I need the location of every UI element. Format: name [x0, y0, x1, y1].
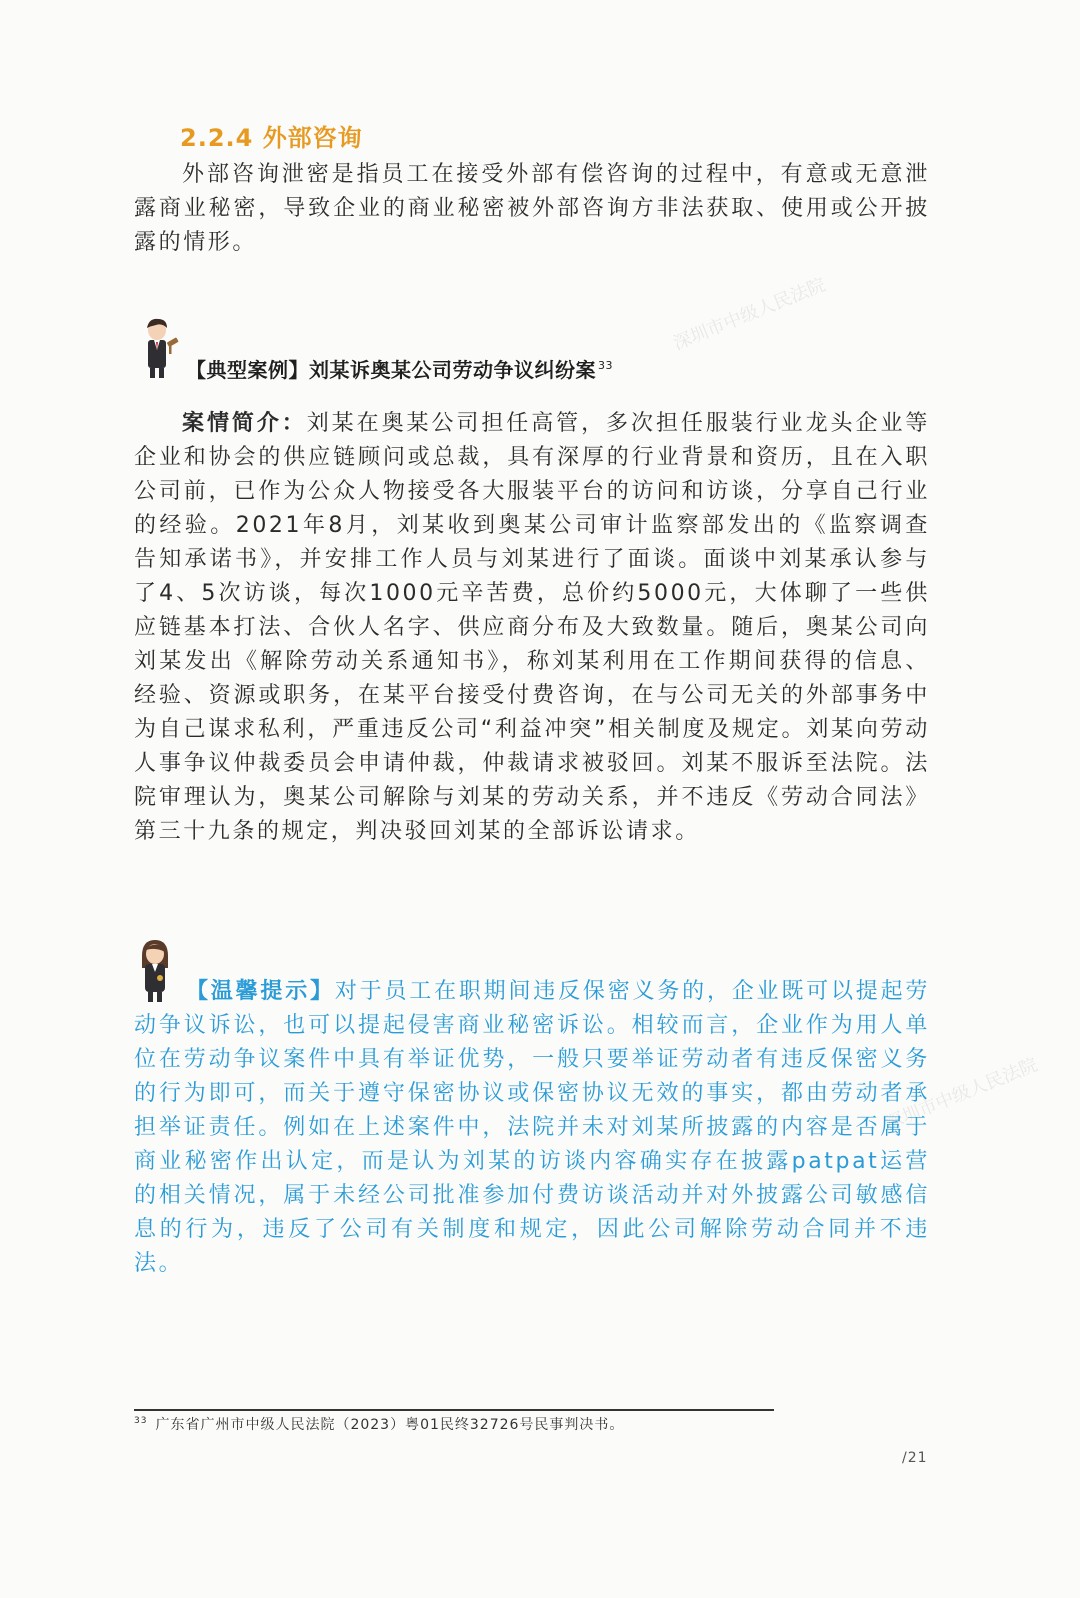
- tip-text: 对于员工在职期间违反保密义务的，企业既可以提起劳动争议诉讼，也可以提起侵害商业秘密诉讼。相较而言，企业作为用人单位在劳动争议案件中具有举证优势，一般只要举证劳动者有违反保密义务的行为即可，而关于遵守保密协议或保密协议无效的事实，都由劳动者承担举证责任。例如在上述案件中，法院并未对刘某所披露的内容是否属于商业秘密作出认定，而是认为刘某的访谈内容确实存在披露patpat运营的相关情况，属于未经公司批准参加付费访谈活动并对外披露公司敏感信息的行为，违反了公司有关制度和规定，因此公司解除劳动合同并不违法。: [134, 979, 930, 1276]
- case-heading-text: 【典型案例】刘某诉奥某公司劳动争议纠纷案: [186, 358, 596, 382]
- case-text: 刘某在奥某公司担任高管，多次担任服装行业龙头企业等企业和协会的供应链顾问或总裁，具有深厚的行业背景和资历，且在入职公司前，已作为公众人物接受各大服装平台的访问和访谈，分享自己行业的经验。2021年8月，刘某收到奥某公司审计监察部发出的《监察调查告知承诺书》，并安排工作人员与刘某进行了面谈。面谈中刘某承认参与了4、5次访谈，每次1000元辛苦费，总价约5000元，大体聊了一些供应链基本打法、合伙人名字、供应商分布及大致数量。随后，奥某公司向刘某发出《解除劳动关系通知书》，称刘某利用在工作期间获得的信息、经验、资源或职务，在某平台接受付费咨询，在与公司无关的外部事务中为自己谋求私利，严重违反公司“利益冲突”相关制度及规定。刘某向劳动人事争议仲裁委员会申请仲裁，仲裁请求被驳回。刘某不服诉至法院。法院审理认为，奥某公司解除与刘某的劳动关系，并不违反《劳动合同法》第三十九条的规定，判决驳回刘某的全部诉讼请求。: [134, 411, 930, 844]
- case-paragraph: [134, 407, 930, 849]
- tip-paragraph: [134, 975, 930, 1281]
- footnote-number: 33: [134, 1416, 148, 1427]
- footnote-text: 广东省广州市中级人民法院（2023）粤01民终32726号民事判决书。: [155, 1417, 625, 1433]
- tip-lead: 【温馨提示】: [186, 979, 335, 1004]
- watermark: 深圳市中级人民法院: [882, 1054, 1041, 1135]
- case-lead: 案情简介：: [182, 411, 307, 436]
- intro-paragraph: 外部咨询泄密是指员工在接受外部有偿咨询的过程中，有意或无意泄露商业秘密，导致企业的商业秘密被外部咨询方非法获取、使用或公开披露的情形。: [134, 162, 930, 255]
- judge-man-icon: [140, 316, 182, 380]
- footnote-divider: [134, 1409, 774, 1411]
- section-title: 2.2.4 外部咨询: [180, 124, 363, 152]
- footnote-reference: 33: [598, 359, 613, 373]
- footnote: [134, 1414, 624, 1434]
- watermark: 深圳市中级人民法院: [670, 274, 829, 355]
- case-heading: [186, 354, 613, 383]
- page-number: /21: [902, 1450, 928, 1466]
